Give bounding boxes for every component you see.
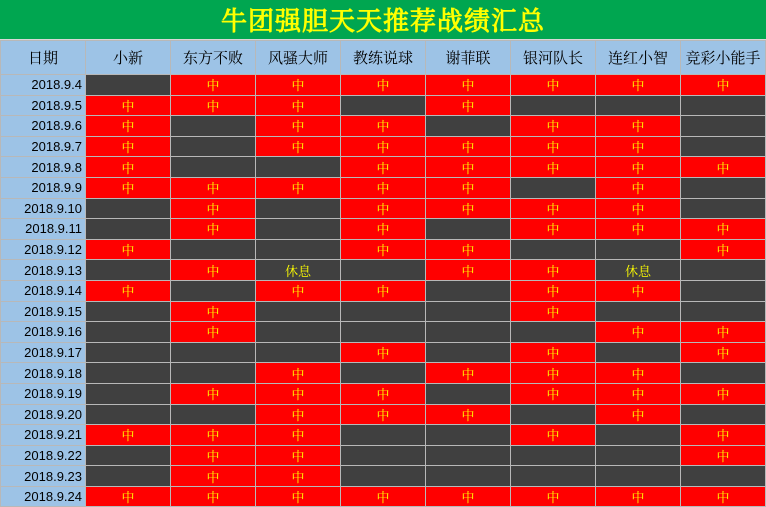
result-cell-empty[interactable] [256, 301, 341, 322]
result-cell-win[interactable]: 中 [86, 136, 171, 157]
result-cell-empty[interactable] [86, 445, 171, 466]
date-cell[interactable]: 2018.9.24 [1, 486, 86, 507]
result-cell-empty[interactable] [341, 466, 426, 487]
result-cell-win[interactable]: 中 [256, 363, 341, 384]
result-cell-win[interactable]: 中 [426, 198, 511, 219]
result-cell-win[interactable]: 中 [86, 425, 171, 446]
result-cell-win[interactable]: 中 [256, 466, 341, 487]
result-cell-empty[interactable] [86, 260, 171, 281]
result-cell-empty[interactable] [341, 425, 426, 446]
date-cell[interactable]: 2018.9.4 [1, 75, 86, 96]
header-player[interactable]: 银河队长 [511, 41, 596, 75]
date-cell[interactable]: 2018.9.13 [1, 260, 86, 281]
header-row [1, 41, 766, 75]
date-cell[interactable]: 2018.9.19 [1, 383, 86, 404]
result-cell-win[interactable]: 中 [256, 486, 341, 507]
result-cell-empty[interactable] [86, 383, 171, 404]
result-cell-empty[interactable] [426, 322, 511, 343]
result-cell-empty[interactable] [341, 301, 426, 322]
result-cell-rest[interactable]: 休息 [596, 260, 681, 281]
table-row [1, 136, 766, 157]
result-cell-empty[interactable] [426, 425, 511, 446]
result-cell-win[interactable]: 中 [256, 177, 341, 198]
table-body [1, 75, 766, 507]
result-cell-win[interactable]: 中 [426, 363, 511, 384]
result-cell-win[interactable]: 中 [511, 342, 596, 363]
result-cell-win[interactable]: 中 [256, 116, 341, 137]
result-cell-empty[interactable] [681, 136, 766, 157]
table-row [1, 260, 766, 281]
result-cell-win[interactable]: 中 [681, 342, 766, 363]
result-cell-win[interactable]: 中 [511, 363, 596, 384]
result-cell-win[interactable]: 中 [86, 239, 171, 260]
result-cell-win[interactable]: 中 [596, 136, 681, 157]
result-cell-empty[interactable] [426, 342, 511, 363]
date-cell[interactable]: 2018.9.14 [1, 280, 86, 301]
result-cell-empty[interactable] [86, 404, 171, 425]
result-cell-empty[interactable] [256, 322, 341, 343]
result-cell-empty[interactable] [681, 116, 766, 137]
result-cell-empty[interactable] [341, 363, 426, 384]
table-row [1, 95, 766, 116]
result-cell-win[interactable]: 中 [596, 363, 681, 384]
result-cell-empty[interactable] [511, 404, 596, 425]
date-cell[interactable]: 2018.9.6 [1, 116, 86, 137]
table-row [1, 219, 766, 240]
result-cell-win[interactable]: 中 [256, 136, 341, 157]
date-cell[interactable]: 2018.9.10 [1, 198, 86, 219]
header-player[interactable]: 教练说球 [341, 41, 426, 75]
result-cell-win[interactable]: 中 [511, 280, 596, 301]
result-cell-win[interactable]: 中 [511, 425, 596, 446]
date-cell[interactable]: 2018.9.8 [1, 157, 86, 178]
result-cell-empty[interactable] [171, 363, 256, 384]
result-cell-win[interactable]: 中 [596, 383, 681, 404]
date-cell[interactable]: 2018.9.16 [1, 322, 86, 343]
date-cell[interactable]: 2018.9.23 [1, 466, 86, 487]
result-cell-empty[interactable] [171, 404, 256, 425]
result-cell-win[interactable]: 中 [256, 75, 341, 96]
date-cell[interactable]: 2018.9.17 [1, 342, 86, 363]
result-cell-win[interactable]: 中 [681, 157, 766, 178]
result-cell-empty[interactable] [256, 219, 341, 240]
result-cell-win[interactable]: 中 [86, 157, 171, 178]
date-cell[interactable]: 2018.9.15 [1, 301, 86, 322]
result-cell-empty[interactable] [86, 342, 171, 363]
result-cell-win[interactable]: 中 [596, 75, 681, 96]
result-cell-win[interactable]: 中 [426, 239, 511, 260]
result-cell-empty[interactable] [596, 239, 681, 260]
result-cell-empty[interactable] [256, 198, 341, 219]
result-cell-empty[interactable] [86, 219, 171, 240]
result-cell-empty[interactable] [426, 301, 511, 322]
result-cell-win[interactable]: 中 [341, 157, 426, 178]
result-cell-win[interactable]: 中 [511, 75, 596, 96]
result-cell-win[interactable]: 中 [511, 486, 596, 507]
result-cell-empty[interactable] [511, 466, 596, 487]
result-cell-empty[interactable] [171, 342, 256, 363]
result-cell-empty[interactable] [341, 445, 426, 466]
result-cell-win[interactable]: 中 [596, 280, 681, 301]
result-cell-empty[interactable] [596, 95, 681, 116]
table-row [1, 445, 766, 466]
result-cell-win[interactable]: 中 [596, 116, 681, 137]
result-cell-win[interactable]: 中 [86, 177, 171, 198]
result-cell-empty[interactable] [171, 136, 256, 157]
header-player[interactable]: 风骚大师 [256, 41, 341, 75]
result-cell-win[interactable]: 中 [171, 75, 256, 96]
result-cell-win[interactable]: 中 [596, 177, 681, 198]
result-cell-win[interactable]: 中 [596, 157, 681, 178]
sheet-title[interactable]: 牛团强胆天天推荐战绩汇总 [0, 0, 766, 40]
result-cell-empty[interactable] [426, 383, 511, 404]
result-cell-win[interactable]: 中 [256, 383, 341, 404]
result-cell-empty[interactable] [341, 322, 426, 343]
result-cell-win[interactable]: 中 [86, 486, 171, 507]
result-cell-win[interactable]: 中 [511, 219, 596, 240]
result-cell-win[interactable]: 中 [426, 75, 511, 96]
result-cell-win[interactable]: 中 [596, 486, 681, 507]
result-cell-win[interactable]: 中 [511, 157, 596, 178]
result-cell-win[interactable]: 中 [341, 219, 426, 240]
result-cell-win[interactable]: 中 [171, 322, 256, 343]
result-cell-empty[interactable] [171, 157, 256, 178]
result-cell-empty[interactable] [86, 75, 171, 96]
result-cell-empty[interactable] [511, 322, 596, 343]
result-cell-win[interactable]: 中 [426, 136, 511, 157]
result-cell-win[interactable]: 中 [171, 95, 256, 116]
result-cell-empty[interactable] [171, 116, 256, 137]
result-cell-win[interactable]: 中 [681, 75, 766, 96]
date-cell[interactable]: 2018.9.12 [1, 239, 86, 260]
result-cell-win[interactable]: 中 [511, 136, 596, 157]
result-cell-empty[interactable] [681, 280, 766, 301]
result-cell-win[interactable]: 中 [511, 383, 596, 404]
result-cell-win[interactable]: 中 [596, 219, 681, 240]
result-cell-empty[interactable] [681, 404, 766, 425]
result-cell-win[interactable]: 中 [426, 404, 511, 425]
result-cell-win[interactable]: 中 [256, 404, 341, 425]
result-cell-empty[interactable] [256, 157, 341, 178]
date-cell[interactable]: 2018.9.18 [1, 363, 86, 384]
result-cell-empty[interactable] [681, 95, 766, 116]
result-cell-win[interactable]: 中 [171, 219, 256, 240]
result-cell-win[interactable]: 中 [86, 95, 171, 116]
result-cell-empty[interactable] [681, 177, 766, 198]
result-cell-empty[interactable] [596, 301, 681, 322]
result-cell-empty[interactable] [511, 95, 596, 116]
result-cell-win[interactable]: 中 [171, 425, 256, 446]
date-cell[interactable]: 2018.9.22 [1, 445, 86, 466]
result-cell-win[interactable]: 中 [171, 177, 256, 198]
result-cell-empty[interactable] [256, 239, 341, 260]
result-cell-win[interactable]: 中 [426, 95, 511, 116]
result-cell-win[interactable]: 中 [171, 383, 256, 404]
result-cell-win[interactable]: 中 [256, 445, 341, 466]
header-player[interactable]: 连红小智 [596, 41, 681, 75]
result-cell-win[interactable]: 中 [341, 198, 426, 219]
result-cell-empty[interactable] [596, 425, 681, 446]
result-cell-win[interactable]: 中 [511, 116, 596, 137]
result-cell-empty[interactable] [341, 95, 426, 116]
result-cell-win[interactable]: 中 [341, 116, 426, 137]
result-cell-win[interactable]: 中 [341, 383, 426, 404]
table-row [1, 342, 766, 363]
result-cell-win[interactable]: 中 [341, 486, 426, 507]
table-row [1, 383, 766, 404]
result-cell-win[interactable]: 中 [681, 219, 766, 240]
result-cell-win[interactable]: 中 [86, 116, 171, 137]
date-cell[interactable]: 2018.9.21 [1, 425, 86, 446]
result-cell-empty[interactable] [426, 116, 511, 137]
table-row [1, 280, 766, 301]
result-cell-win[interactable]: 中 [511, 198, 596, 219]
result-cell-win[interactable]: 中 [341, 136, 426, 157]
result-cell-empty[interactable] [426, 219, 511, 240]
result-cell-win[interactable]: 中 [341, 75, 426, 96]
result-cell-empty[interactable] [171, 239, 256, 260]
table-row [1, 177, 766, 198]
result-cell-win[interactable]: 中 [511, 301, 596, 322]
result-cell-win[interactable]: 中 [341, 239, 426, 260]
result-cell-empty[interactable] [596, 466, 681, 487]
result-cell-empty[interactable] [511, 445, 596, 466]
table-row [1, 301, 766, 322]
result-cell-empty[interactable] [86, 301, 171, 322]
result-cell-win[interactable]: 中 [596, 404, 681, 425]
result-cell-win[interactable]: 中 [341, 280, 426, 301]
result-cell-empty[interactable] [86, 466, 171, 487]
result-cell-empty[interactable] [681, 363, 766, 384]
table-row [1, 322, 766, 343]
result-cell-win[interactable]: 中 [171, 198, 256, 219]
header-player[interactable]: 竞彩小能手 [681, 41, 766, 75]
table-row [1, 486, 766, 507]
date-cell[interactable]: 2018.9.20 [1, 404, 86, 425]
results-table [0, 40, 766, 507]
table-row [1, 404, 766, 425]
result-cell-empty[interactable] [681, 466, 766, 487]
table-row [1, 363, 766, 384]
result-cell-win[interactable]: 中 [681, 383, 766, 404]
result-cell-win[interactable]: 中 [426, 177, 511, 198]
result-cell-win[interactable]: 中 [681, 322, 766, 343]
result-cell-win[interactable]: 中 [256, 280, 341, 301]
result-cell-empty[interactable] [426, 466, 511, 487]
result-cell-empty[interactable] [86, 198, 171, 219]
result-cell-win[interactable]: 中 [681, 425, 766, 446]
table-row [1, 425, 766, 446]
result-cell-empty[interactable] [596, 445, 681, 466]
table-row [1, 466, 766, 487]
result-cell-win[interactable]: 中 [341, 404, 426, 425]
result-cell-empty[interactable] [341, 260, 426, 281]
date-cell[interactable]: 2018.9.11 [1, 219, 86, 240]
result-cell-win[interactable]: 中 [256, 425, 341, 446]
table-row [1, 198, 766, 219]
result-cell-win[interactable]: 中 [171, 466, 256, 487]
result-cell-win[interactable]: 中 [256, 95, 341, 116]
result-cell-win[interactable]: 中 [426, 260, 511, 281]
result-cell-empty[interactable] [256, 342, 341, 363]
result-cell-win[interactable]: 中 [86, 280, 171, 301]
header-player[interactable]: 谢菲联 [426, 41, 511, 75]
table-row [1, 116, 766, 137]
header-player[interactable]: 小新 [86, 41, 171, 75]
result-cell-win[interactable]: 中 [171, 301, 256, 322]
result-cell-win[interactable]: 中 [511, 260, 596, 281]
date-cell[interactable]: 2018.9.7 [1, 136, 86, 157]
result-cell-win[interactable]: 中 [596, 198, 681, 219]
result-cell-empty[interactable] [681, 260, 766, 281]
result-cell-win[interactable]: 中 [341, 342, 426, 363]
date-cell[interactable]: 2018.9.5 [1, 95, 86, 116]
result-cell-empty[interactable] [511, 239, 596, 260]
result-cell-empty[interactable] [426, 280, 511, 301]
result-cell-win[interactable]: 中 [681, 239, 766, 260]
result-cell-rest[interactable]: 休息 [256, 260, 341, 281]
result-cell-win[interactable]: 中 [171, 445, 256, 466]
result-cell-empty[interactable] [681, 198, 766, 219]
result-cell-win[interactable]: 中 [681, 445, 766, 466]
date-cell[interactable]: 2018.9.9 [1, 177, 86, 198]
result-cell-empty[interactable] [86, 322, 171, 343]
result-cell-win[interactable]: 中 [171, 260, 256, 281]
result-cell-win[interactable]: 中 [341, 177, 426, 198]
result-cell-empty[interactable] [511, 177, 596, 198]
result-cell-empty[interactable] [171, 280, 256, 301]
result-cell-empty[interactable] [86, 363, 171, 384]
result-cell-win[interactable]: 中 [426, 486, 511, 507]
table-row [1, 157, 766, 178]
table-row [1, 239, 766, 260]
result-cell-empty[interactable] [426, 445, 511, 466]
header-player[interactable]: 东方不败 [171, 41, 256, 75]
result-cell-empty[interactable] [596, 342, 681, 363]
result-cell-win[interactable]: 中 [171, 486, 256, 507]
result-cell-win[interactable]: 中 [596, 322, 681, 343]
header-date[interactable]: 日期 [1, 41, 86, 75]
result-cell-win[interactable]: 中 [426, 157, 511, 178]
result-cell-empty[interactable] [681, 301, 766, 322]
table-row [1, 75, 766, 96]
result-cell-win[interactable]: 中 [681, 486, 766, 507]
